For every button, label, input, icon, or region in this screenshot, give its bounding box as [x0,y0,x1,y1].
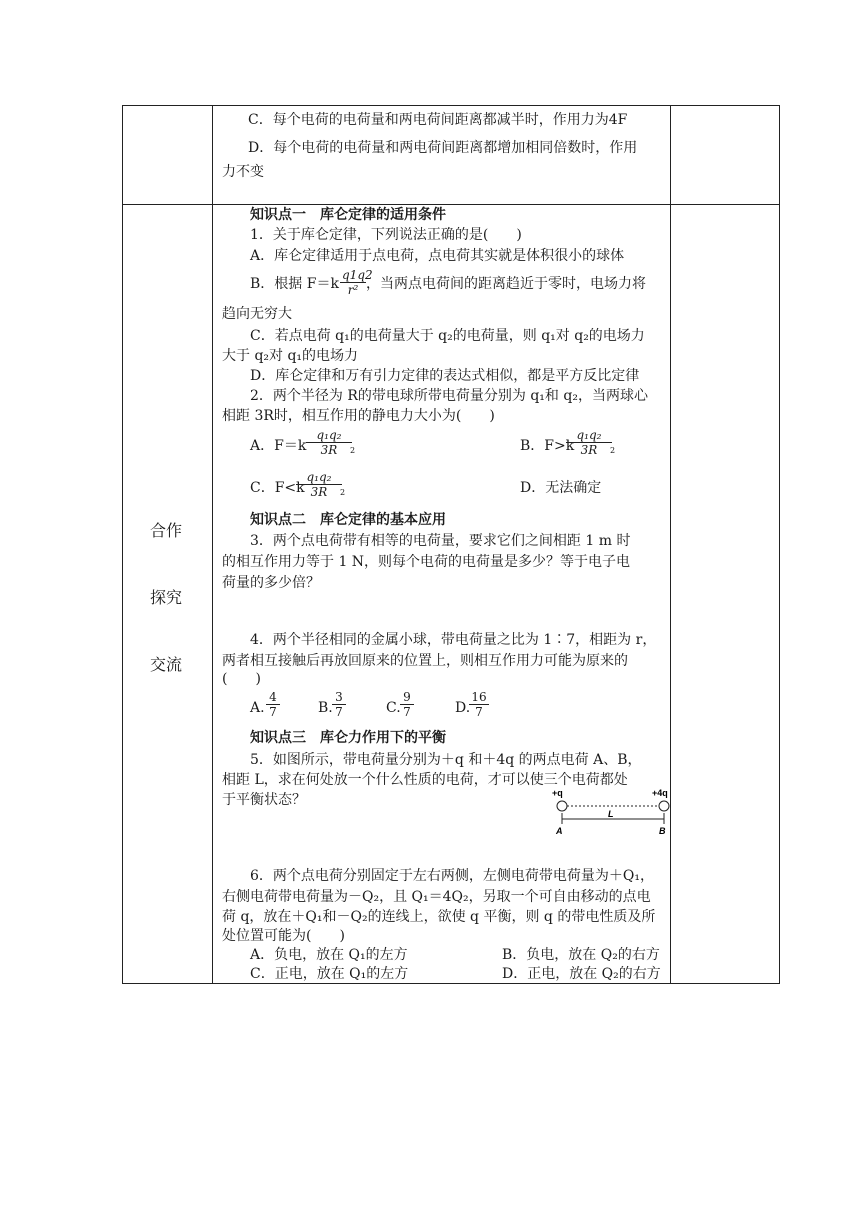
option-d-den: 7 [475,705,483,719]
distance-label: L [608,809,614,819]
option-d-num: 16 [469,690,489,705]
question-4-option-a-label: A. [250,700,265,716]
question-6-option-a: A．负电，放在 Q₁的左方 [250,947,408,963]
table-right-border [779,105,780,984]
knowledge-point-1-title: 知识点一 库仑定律的适用条件 [250,207,446,223]
question-3-line3: 荷量的多少倍？ [222,575,320,591]
option-b-denominator: 3R [580,443,598,457]
charge-diagram [548,786,670,836]
option-c-exponent: 2 [340,488,346,497]
question-2: 2．两个半径为 R的带电球所带电荷量分别为 q₁和 q₂，当两球心 [250,388,648,404]
table-bottom-border [122,983,780,984]
section-label-1: 合作 [150,521,183,540]
question-4-option-b-label: B. [318,700,333,716]
option-b-fraction [566,428,612,457]
formula-numerator: q1q2 [342,268,373,282]
option-a-denominator: 3R [320,443,338,457]
question-6-line3: 荷 q，放在＋Q₁和－Q₂的连线上，欲使 q 平衡，则 q 的带电性质及所 [222,909,656,925]
question-3: 3．两个点电荷带有相等的电荷量，要求它们之间相距 1 m 时 [250,533,631,549]
question-1-option-d: D．库仑定律和万有引力定律的表达式相似，都是平方反比定律 [250,368,640,384]
question-4-option-c-label: C. [386,700,401,716]
option-a-numerator: q₁q₂ [306,428,352,443]
option-c-num: 9 [400,690,414,705]
question-1-option-c-line2: 大于 q₂对 q₁的电场力 [222,348,359,364]
option-c-numerator: q₁q₂ [296,470,342,485]
option-b-numerator: q₁q₂ [566,428,612,443]
question-6-option-d: D．正电，放在 Q₂的右方 [502,966,661,982]
option-a-exponent: 2 [350,446,356,455]
question-3-line2: 的相互作用力等于 1 N，则每个电荷的电荷量是多少？等于电子电 [222,554,631,570]
option-b-num: 3 [332,690,346,705]
table-col-divider-2 [670,105,671,984]
question-6-option-b: B．负电，放在 Q₂的右方 [502,947,660,963]
question-1-option-b-cont: ，当两点电荷间的距离趋近于零时，电场力将 [366,276,646,292]
table-row-divider [122,204,780,205]
question-4-line3: ( ) [222,671,261,687]
question-6: 6．两个点电荷分别固定于左右两侧，左侧电荷带电荷量为＋Q₁， [250,868,654,884]
option-a-fraction [306,428,352,457]
question-4-line2: 两者相互接触后再放回原来的位置上，则相互作用力可能为原来的 [222,653,628,669]
right-charge-label: +4q [652,788,668,798]
option-c-denominator: 3R [310,485,328,499]
question-4-option-d-fraction [469,690,489,719]
option-c-fraction [296,470,342,499]
point-a-label: A [556,826,563,836]
formula-denominator: r² [347,283,359,297]
question-1-option-b: B．根据 F＝k [250,276,339,292]
question-1-option-a: A．库仑定律适用于点电荷，点电荷其实就是体积很小的球体 [250,248,625,264]
knowledge-point-3-title: 知识点三 库仑力作用下的平衡 [250,730,446,746]
question-6-option-c: C．正电，放在 Q₁的左方 [250,966,409,982]
question-2-line2: 相距 3R时，相互作用的静电力大小为( ) [222,408,495,424]
table-col-divider-1 [212,105,213,984]
question-4-option-a-fraction [266,690,280,719]
question-1-option-b-line2: 趋向无穷大 [222,306,292,322]
question-4-option-c-fraction [400,690,414,719]
option-a-den: 7 [269,705,277,719]
option-b-den: 7 [335,705,343,719]
question-2-option-b: B．F>k [520,438,575,454]
right-charge-circle [659,801,669,811]
option-b-exponent: 2 [610,446,616,455]
question-2-option-c: C．F<k [250,480,305,496]
question-5: 5．如图所示，带电荷量分别为＋q 和＋4q 的两点电荷 A、B， [250,752,642,768]
option-d-text-cont: 力不变 [222,164,264,180]
question-6-line4: 处位置可能为( ) [222,928,345,944]
section-label-3: 交流 [150,655,183,674]
left-charge-label: +q [552,788,563,798]
question-2-option-d: D．无法确定 [520,480,602,496]
table-top-border [122,105,780,106]
question-5-line2: 相距 L，求在何处放一个什么性质的电荷，才可以使三个电荷都处 [222,772,628,788]
question-4: 4．两个半径相同的金属小球，带电荷量之比为 1∶7，相距为 r， [250,632,657,648]
knowledge-point-2-title: 知识点二 库仑定律的基本应用 [250,512,446,528]
question-1: 1．关于库仑定律，下列说法正确的是( ) [250,227,522,243]
option-c-den: 7 [403,705,411,719]
left-charge-circle [557,801,567,811]
section-label-2: 探究 [150,588,183,607]
question-2-option-a: A．F＝k [250,438,307,454]
option-c-text: C．每个电荷的电荷量和两电荷间距离都减半时，作用力为4F [248,112,628,128]
question-5-line3: 于平衡状态？ [222,792,306,808]
option-d-text: D．每个电荷的电荷量和两电荷间距离都增加相同倍数时，作用 [248,140,638,156]
point-b-label: B [659,826,666,836]
table-left-border [122,105,123,984]
question-4-option-d-label: D. [455,700,471,716]
question-4-option-b-fraction [332,690,346,719]
option-a-num: 4 [266,690,280,705]
coulomb-formula-fraction [340,268,373,297]
question-1-option-c: C．若点电荷 q₁的电荷量大于 q₂的电荷量，则 q₁对 q₂的电场力 [250,328,645,344]
question-6-line2: 右侧电荷带电荷量为－Q₂，且 Q₁＝4Q₂，另取一个可自由移动的点电 [222,889,651,905]
